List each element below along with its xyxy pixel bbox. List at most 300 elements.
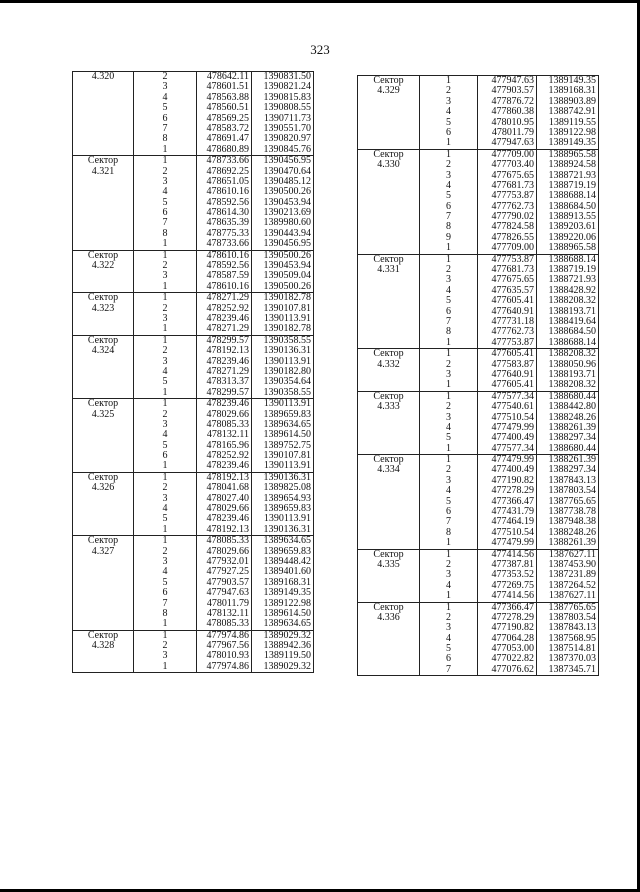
point-number: 2 xyxy=(446,264,451,276)
point-number-cell xyxy=(134,335,197,398)
y-coordinate: 1390354.64 xyxy=(263,376,311,388)
x-coordinate-cell xyxy=(478,455,537,550)
y-coordinate: 1390456.95 xyxy=(263,155,311,167)
x-coordinate: 477932.01 xyxy=(206,555,249,567)
point-number: 3 xyxy=(162,81,168,93)
x-coordinate: 477022.82 xyxy=(491,653,534,665)
x-coordinate: 478563.88 xyxy=(206,91,249,103)
x-coordinate: 478592.56 xyxy=(206,196,249,208)
y-coordinate: 1389401.60 xyxy=(263,566,311,578)
point-number: 3 xyxy=(446,169,451,181)
y-coordinate: 1390358.55 xyxy=(263,334,311,346)
point-number: 4 xyxy=(162,429,168,441)
x-coordinate: 477479.99 xyxy=(491,537,534,549)
x-coordinate: 477762.73 xyxy=(491,200,534,212)
x-coordinate: 477762.73 xyxy=(491,326,534,338)
sector-row xyxy=(358,549,599,602)
point-number-cell xyxy=(420,349,478,392)
y-coordinate: 1390808.55 xyxy=(263,102,311,114)
y-coordinate: 1390821.24 xyxy=(263,81,311,93)
y-coordinate-cell xyxy=(252,536,314,631)
x-coordinate: 477731.18 xyxy=(491,315,534,327)
y-coordinate: 1389119.50 xyxy=(263,650,311,662)
y-coordinate: 1387765.65 xyxy=(548,601,596,613)
x-coordinate: 478192.13 xyxy=(206,471,249,483)
y-coordinate-cell xyxy=(252,335,314,398)
sector-row xyxy=(73,293,314,336)
y-coordinate: 1388297.34 xyxy=(548,464,596,476)
point-number: 5 xyxy=(162,439,168,451)
point-number: 3 xyxy=(446,569,451,581)
x-coordinate: 478010.93 xyxy=(206,650,249,662)
point-number: 1 xyxy=(162,460,168,472)
x-coordinate: 478614.30 xyxy=(206,207,249,219)
point-number-cell xyxy=(420,254,478,349)
point-number: 3 xyxy=(162,270,168,282)
y-coordinate-cell xyxy=(252,72,314,156)
x-coordinate: 478271.29 xyxy=(206,365,249,377)
point-number: 8 xyxy=(162,607,168,619)
x-coordinate-cell xyxy=(478,254,537,349)
x-coordinate: 477903.57 xyxy=(206,576,249,588)
x-coordinate: 478592.56 xyxy=(206,260,249,272)
point-number: 6 xyxy=(162,112,168,124)
y-coordinate: 1390470.64 xyxy=(263,165,311,177)
y-coordinate: 1387738.78 xyxy=(548,506,596,518)
y-coordinate: 1389654.93 xyxy=(263,492,311,504)
x-coordinate: 477640.91 xyxy=(491,305,534,317)
x-coordinate: 478239.46 xyxy=(206,513,249,525)
point-number: 3 xyxy=(446,274,451,286)
point-number: 5 xyxy=(446,295,451,307)
x-coordinate: 477790.02 xyxy=(491,211,534,223)
y-coordinate: 1387948.38 xyxy=(548,516,596,528)
point-number-cell xyxy=(420,549,478,602)
x-coordinate: 477479.99 xyxy=(491,454,534,466)
x-coordinate: 477876.72 xyxy=(491,95,534,107)
sector-name-line1: Сектор xyxy=(373,454,404,466)
point-number: 1 xyxy=(162,398,168,410)
point-number: 1 xyxy=(446,137,451,149)
x-coordinate-cell xyxy=(197,156,252,251)
y-coordinate-cell xyxy=(537,149,599,254)
point-number: 8 xyxy=(446,326,451,338)
y-coordinate: 1389634.65 xyxy=(263,618,311,630)
x-coordinate: 477269.75 xyxy=(491,579,534,591)
point-number: 3 xyxy=(446,622,451,634)
y-coordinate-cell xyxy=(537,391,599,454)
y-coordinate: 1390500.26 xyxy=(263,249,311,261)
point-number: 1 xyxy=(162,660,168,672)
y-coordinate: 1388419.64 xyxy=(548,315,596,327)
y-coordinate: 1389634.65 xyxy=(263,535,311,547)
x-coordinate: 478733.66 xyxy=(206,238,249,250)
point-number: 4 xyxy=(446,579,451,591)
x-coordinate: 478601.51 xyxy=(206,81,249,93)
x-coordinate-cell xyxy=(478,602,537,676)
x-coordinate-cell xyxy=(197,630,252,673)
sector-name-line2: 4.335 xyxy=(377,558,400,570)
x-coordinate: 478733.66 xyxy=(206,155,249,167)
x-coordinate: 478132.11 xyxy=(206,607,249,619)
x-coordinate: 477366.47 xyxy=(491,495,534,507)
x-coordinate: 477414.56 xyxy=(491,548,534,560)
sector-name-line2: 4.326 xyxy=(91,482,115,494)
x-coordinate-cell xyxy=(478,349,537,392)
x-coordinate: 477053.00 xyxy=(491,643,534,655)
point-number: 1 xyxy=(446,379,451,391)
y-coordinate: 1390113.91 xyxy=(263,513,311,525)
point-number: 1 xyxy=(446,442,451,454)
point-number: 4 xyxy=(446,179,451,191)
sector-name-cell xyxy=(73,335,134,398)
x-coordinate: 478027.40 xyxy=(206,492,249,504)
point-number: 5 xyxy=(446,643,451,655)
x-coordinate: 478085.33 xyxy=(206,418,249,430)
x-coordinate: 478252.92 xyxy=(206,450,249,462)
point-number: 1 xyxy=(162,471,168,483)
x-coordinate: 477826.55 xyxy=(491,231,534,243)
x-coordinate: 477967.56 xyxy=(206,640,249,652)
sector-name-cell xyxy=(358,602,420,676)
point-number: 1 xyxy=(162,629,168,641)
point-number: 5 xyxy=(162,513,168,525)
y-coordinate: 1388248.26 xyxy=(548,411,596,423)
point-number: 1 xyxy=(162,535,168,547)
y-coordinate: 1387370.03 xyxy=(548,653,596,665)
sector-name-cell xyxy=(358,254,420,349)
x-coordinate: 477076.62 xyxy=(491,663,534,675)
sector-row xyxy=(73,335,314,398)
x-coordinate: 477974.86 xyxy=(206,629,249,641)
point-number: 6 xyxy=(162,450,168,462)
y-coordinate: 1390113.91 xyxy=(263,355,311,367)
y-coordinate: 1389614.50 xyxy=(263,607,311,619)
x-coordinate: 477703.40 xyxy=(491,159,534,171)
point-number: 2 xyxy=(162,260,168,272)
point-number: 1 xyxy=(162,292,168,304)
y-coordinate: 1388742.91 xyxy=(548,106,596,118)
y-coordinate: 1390136.31 xyxy=(263,471,311,483)
sector-name-cell xyxy=(73,630,134,673)
x-coordinate: 477605.41 xyxy=(491,379,534,391)
sector-name-cell xyxy=(358,549,420,602)
point-number: 7 xyxy=(446,516,451,528)
point-number: 4 xyxy=(162,365,168,377)
sector-row xyxy=(358,602,599,676)
y-coordinate: 1390845.76 xyxy=(263,143,311,155)
y-coordinate: 1388684.50 xyxy=(548,326,596,338)
y-coordinate: 1388248.26 xyxy=(548,526,596,538)
point-number: 1 xyxy=(446,75,451,86)
y-coordinate: 1389119.55 xyxy=(548,116,596,128)
y-coordinate-cell xyxy=(252,630,314,673)
point-number: 4 xyxy=(162,503,168,515)
y-coordinate-cell xyxy=(537,455,599,550)
sector-name-cell xyxy=(73,399,134,473)
point-number: 2 xyxy=(446,358,451,370)
y-coordinate: 1390500.26 xyxy=(263,186,311,198)
x-coordinate: 478691.47 xyxy=(206,133,249,145)
point-number: 1 xyxy=(446,548,451,560)
sector-name-line2: 4.324 xyxy=(91,345,115,357)
point-number: 3 xyxy=(446,95,451,107)
point-number-cell xyxy=(420,149,478,254)
sector-name-line2: 4.323 xyxy=(91,302,115,314)
x-coordinate: 477824.58 xyxy=(491,221,534,233)
coordinates-table-left xyxy=(72,71,314,673)
y-coordinate: 1388680.44 xyxy=(548,442,596,454)
y-coordinate: 1388261.39 xyxy=(548,454,596,466)
point-number: 2 xyxy=(162,408,168,420)
y-coordinate-cell xyxy=(252,399,314,473)
point-number: 6 xyxy=(446,200,451,212)
y-coordinate-cell xyxy=(537,349,599,392)
y-coordinate: 1388965.58 xyxy=(548,148,596,160)
point-number: 5 xyxy=(446,190,451,202)
x-coordinate: 478775.33 xyxy=(206,227,249,239)
x-coordinate: 477947.63 xyxy=(491,75,534,86)
point-number-cell xyxy=(134,72,197,156)
x-coordinate: 478587.59 xyxy=(206,270,249,282)
point-number: 3 xyxy=(162,355,168,367)
x-coordinate: 478029.66 xyxy=(206,503,249,515)
sector-name-line2: 4.333 xyxy=(377,401,400,413)
point-number: 1 xyxy=(446,242,451,254)
x-coordinate: 477903.57 xyxy=(491,85,534,97)
y-coordinate: 1388684.50 xyxy=(548,200,596,212)
x-coordinate: 477464.19 xyxy=(491,516,534,528)
sector-name-line1: Сектор xyxy=(373,148,404,160)
y-coordinate: 1388688.14 xyxy=(548,336,596,348)
y-coordinate-cell xyxy=(252,472,314,535)
x-coordinate: 477353.52 xyxy=(491,569,534,581)
y-coordinate: 1390815.83 xyxy=(263,91,311,103)
y-coordinate: 1390182.78 xyxy=(263,292,311,304)
x-coordinate-cell xyxy=(197,399,252,473)
x-coordinate-cell xyxy=(197,293,252,336)
x-coordinate: 477400.49 xyxy=(491,464,534,476)
x-coordinate: 477577.34 xyxy=(491,442,534,454)
x-coordinate: 478583.72 xyxy=(206,122,249,134)
x-coordinate: 478239.46 xyxy=(206,460,249,472)
sector-name-line1: Сектор xyxy=(87,398,119,410)
sector-row xyxy=(73,399,314,473)
x-coordinate: 478610.16 xyxy=(206,249,249,261)
y-coordinate: 1390107.81 xyxy=(263,302,311,314)
x-coordinate-cell xyxy=(478,391,537,454)
sector-name-cell xyxy=(73,250,134,293)
point-number: 8 xyxy=(162,227,168,239)
sector-name-line2: 4.329 xyxy=(377,85,400,97)
point-number-cell xyxy=(420,455,478,550)
x-coordinate: 478271.29 xyxy=(206,292,249,304)
sector-name-line2: 4.332 xyxy=(377,358,400,370)
y-coordinate: 1389203.61 xyxy=(548,221,596,233)
y-coordinate: 1389980.60 xyxy=(263,217,311,229)
sector-name-line2: 4.322 xyxy=(91,260,115,272)
sector-name-cell xyxy=(358,455,420,550)
x-coordinate-cell xyxy=(478,76,537,150)
y-coordinate: 1389659.83 xyxy=(263,503,311,515)
point-number: 1 xyxy=(162,155,168,167)
point-number: 5 xyxy=(162,576,168,588)
x-coordinate: 477605.41 xyxy=(491,295,534,307)
sector-name-line1: Сектор xyxy=(373,253,404,265)
point-number: 2 xyxy=(446,401,451,413)
x-coordinate-cell xyxy=(197,72,252,156)
y-coordinate: 1389220.06 xyxy=(548,231,596,243)
x-coordinate: 477366.47 xyxy=(491,601,534,613)
x-coordinate: 477640.91 xyxy=(491,368,534,380)
x-coordinate: 478299.57 xyxy=(206,334,249,346)
sector-row xyxy=(73,250,314,293)
y-coordinate: 1389168.31 xyxy=(548,85,596,97)
x-coordinate-cell xyxy=(197,335,252,398)
point-number: 1 xyxy=(162,334,168,346)
y-coordinate: 1389149.35 xyxy=(548,75,596,86)
y-coordinate: 1388208.32 xyxy=(548,295,596,307)
sector-name-cell xyxy=(358,391,420,454)
point-number: 3 xyxy=(446,474,451,486)
x-coordinate: 478252.92 xyxy=(206,302,249,314)
point-number: 2 xyxy=(162,302,168,314)
y-coordinate: 1390500.26 xyxy=(263,280,311,292)
y-coordinate: 1390107.81 xyxy=(263,450,311,462)
point-number: 5 xyxy=(446,495,451,507)
point-number: 6 xyxy=(446,653,451,665)
y-coordinate: 1390711.73 xyxy=(263,112,311,124)
x-coordinate: 477974.86 xyxy=(206,660,249,672)
y-coordinate: 1388721.93 xyxy=(548,169,596,181)
point-number: 4 xyxy=(162,91,168,103)
point-number: 2 xyxy=(162,345,168,357)
x-coordinate: 477927.25 xyxy=(206,566,249,578)
point-number: 1 xyxy=(446,590,451,602)
sector-name-line1: Сектор xyxy=(87,535,119,547)
x-coordinate: 478239.46 xyxy=(206,398,249,410)
point-number-cell xyxy=(134,399,197,473)
x-coordinate: 478313.37 xyxy=(206,376,249,388)
y-coordinate: 1390136.31 xyxy=(263,523,311,535)
y-coordinate: 1388719.19 xyxy=(548,179,596,191)
x-coordinate: 477709.00 xyxy=(491,148,534,160)
point-number: 5 xyxy=(446,432,451,444)
y-coordinate: 1389029.32 xyxy=(263,660,311,672)
y-coordinate-cell xyxy=(537,602,599,676)
x-coordinate: 478642.11 xyxy=(206,71,249,82)
sector-name-line1: Сектор xyxy=(373,601,404,613)
point-number: 2 xyxy=(446,611,451,623)
y-coordinate: 1387568.95 xyxy=(548,632,596,644)
y-coordinate: 1388193.71 xyxy=(548,368,596,380)
x-coordinate: 478635.39 xyxy=(206,217,249,229)
sector-name-cell xyxy=(358,149,420,254)
y-coordinate: 1387627.11 xyxy=(548,590,596,602)
point-number: 1 xyxy=(446,454,451,466)
point-number: 2 xyxy=(162,71,168,82)
sector-row xyxy=(73,156,314,251)
sector-name-cell xyxy=(73,293,134,336)
y-coordinate: 1390182.78 xyxy=(263,323,311,335)
x-coordinate-cell xyxy=(478,549,537,602)
x-coordinate: 478239.46 xyxy=(206,312,249,324)
x-coordinate: 478192.13 xyxy=(206,523,249,535)
x-coordinate: 477190.82 xyxy=(491,474,534,486)
point-number: 3 xyxy=(162,492,168,504)
point-number: 7 xyxy=(446,211,451,223)
y-coordinate: 1389149.35 xyxy=(263,587,311,599)
y-coordinate: 1389752.75 xyxy=(263,439,311,451)
point-number: 8 xyxy=(446,221,451,233)
sector-name-cell xyxy=(73,536,134,631)
point-number: 1 xyxy=(162,523,168,535)
sector-name-line1: Сектор xyxy=(87,471,119,483)
y-coordinate: 1390136.31 xyxy=(263,345,311,357)
y-coordinate: 1387345.71 xyxy=(548,663,596,675)
y-coordinate: 1387803.54 xyxy=(548,611,596,623)
coordinates-table-right xyxy=(357,75,599,676)
point-number-cell xyxy=(134,472,197,535)
x-coordinate: 478165.96 xyxy=(206,439,249,451)
sector-row xyxy=(358,254,599,349)
x-coordinate: 478692.25 xyxy=(206,165,249,177)
y-coordinate: 1388050.96 xyxy=(548,358,596,370)
x-coordinate: 477064.28 xyxy=(491,632,534,644)
point-number: 7 xyxy=(162,217,168,229)
x-coordinate: 477540.61 xyxy=(491,401,534,413)
x-coordinate: 478610.16 xyxy=(206,280,249,292)
y-coordinate: 1390113.91 xyxy=(263,312,311,324)
x-coordinate: 478029.66 xyxy=(206,545,249,557)
y-coordinate: 1389168.31 xyxy=(263,576,311,588)
point-number: 5 xyxy=(162,102,168,114)
sector-name-line1: 4.320 xyxy=(91,71,115,82)
y-coordinate: 1387765.65 xyxy=(548,495,596,507)
x-coordinate: 478651.05 xyxy=(206,175,249,187)
y-coordinate: 1388942.36 xyxy=(263,640,311,652)
sector-name-cell xyxy=(358,349,420,392)
sector-row xyxy=(358,149,599,254)
point-number: 1 xyxy=(446,601,451,613)
point-number: 2 xyxy=(446,558,451,570)
point-number-cell xyxy=(134,156,197,251)
y-coordinate: 1387231.89 xyxy=(548,569,596,581)
y-coordinate: 1390509.04 xyxy=(263,270,311,282)
sector-row xyxy=(73,472,314,535)
sector-row xyxy=(73,536,314,631)
x-coordinate: 477753.87 xyxy=(491,253,534,265)
y-coordinate: 1390485.12 xyxy=(263,175,311,187)
sector-name-cell xyxy=(73,156,134,251)
y-coordinate: 1389149.35 xyxy=(548,137,596,149)
point-number-cell xyxy=(420,602,478,676)
point-number: 9 xyxy=(446,231,451,243)
point-number: 5 xyxy=(162,376,168,388)
point-number: 1 xyxy=(162,249,168,261)
sector-name-line1: Сектор xyxy=(87,292,119,304)
y-coordinate: 1389659.83 xyxy=(263,545,311,557)
x-coordinate: 478029.66 xyxy=(206,408,249,420)
x-coordinate: 477387.81 xyxy=(491,558,534,570)
point-number: 2 xyxy=(446,464,451,476)
scan-edge-top xyxy=(0,0,640,3)
x-coordinate: 477583.87 xyxy=(491,358,534,370)
point-number: 2 xyxy=(162,545,168,557)
x-coordinate: 478011.79 xyxy=(206,597,249,609)
point-number: 6 xyxy=(446,126,451,138)
y-coordinate: 1390551.70 xyxy=(263,122,311,134)
